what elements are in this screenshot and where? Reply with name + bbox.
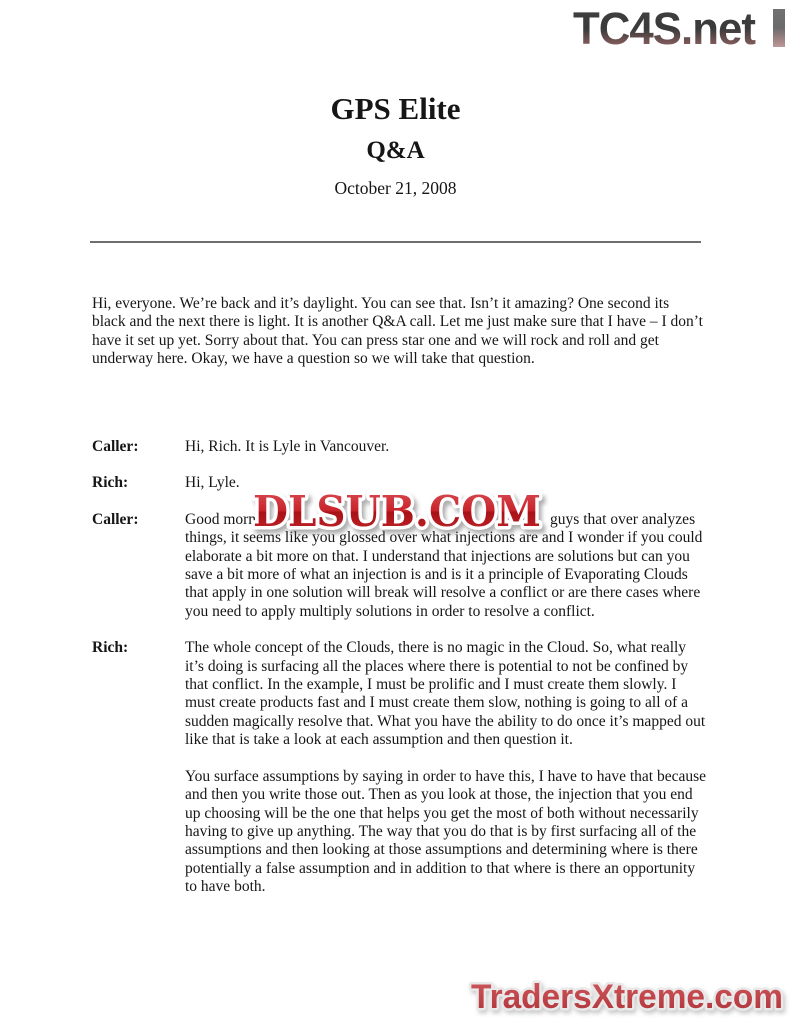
dialog-text: Hi, Rich. It is Lyle in Vancouver. (185, 438, 390, 455)
dialog-text: Hi, Lyle. (185, 474, 240, 492)
intro-paragraph: Hi, everyone. We’re back and it’s daylight. You can see that. Isn’t it amazing? One second its black and the next there is light. It is another Q&A call. Let me just make sure that I have – I don’t have it set up yet. Sorry about that. You can press star one and we will rock and roll and get underway here. Okay, we have a question so we will take that question. (92, 295, 703, 368)
dialog-text: You surface assumptions by saying in order to have this, I have to have that because and then you write those out. Then as you look at those, the injection that you end up choosing will be the one that helps you get the most of both without necessarily having to give up anything. The way that you do that is by first surfacing all of the assumptions and then looking at those assumptions and determining where is there potentially a false assumption and in addition to that where is there an opportunity to have both. (185, 767, 706, 896)
dialog-text-continuation: things, it seems like you glossed over what injections are and I wonder if you could elaborate a bit more on that. I understand that injections are solutions but can you save a bit more of what an injection is and is it a principle of Evaporating Clouds that apply in one solution will break will resolve a conflict or are there cases where you need to apply multiply solutions in order to resolve a conflict. (185, 529, 703, 620)
tradersxtreme-logo (464, 974, 790, 1020)
dialog-text (185, 511, 706, 621)
dialog-text-after-watermark: guys that over analyzes (550, 510, 696, 528)
dialog-entry (92, 511, 706, 621)
page-title: GPS Elite (330, 91, 461, 126)
speaker-label: Rich: (92, 639, 129, 657)
watermark-gap (256, 523, 550, 524)
tc4s-logo (573, 1, 789, 57)
speaker-label (92, 768, 185, 897)
tradersxtreme-logo-text: TradersXtreme.com (471, 978, 783, 1016)
document-date: October 21, 2008 (334, 178, 457, 198)
dialog-entry (92, 768, 706, 897)
speaker-label: Caller: (92, 510, 139, 528)
dialog-entry (92, 474, 706, 492)
tc4s-logo-text: TC4S.net (573, 3, 756, 54)
tc4s-logo-graphic (573, 1, 789, 57)
dialog-text-before-watermark: Good morn (185, 510, 257, 528)
speaker-label: Rich: (92, 474, 129, 492)
dialog-entry (92, 639, 706, 749)
dialog-section (92, 438, 706, 915)
dialog-text-line-obscured (185, 511, 706, 529)
divider-line (90, 241, 701, 243)
speaker-label: Caller: (92, 438, 139, 455)
dialog-text: The whole concept of the Clouds, there is no magic in the Cloud. So, what really it’s doing is surfacing all the places where there is potential to not be confined by that conflict. In the example, I must be prolific and I must create them slowly. I must create products fast and I must create them slow, nothing is going to all of a sudden magically resolve that. What you have the ability to do once it’s mapped out like that is take a look at each assumption and then question it. (185, 639, 706, 749)
page-subtitle: Q&A (366, 137, 425, 164)
tc4s-logo-accent-bar (773, 9, 785, 47)
dialog-entry (92, 438, 706, 456)
tradersxtreme-logo-graphic (464, 974, 790, 1020)
dlsub-watermark-text: DLSUB.COM (253, 487, 541, 536)
